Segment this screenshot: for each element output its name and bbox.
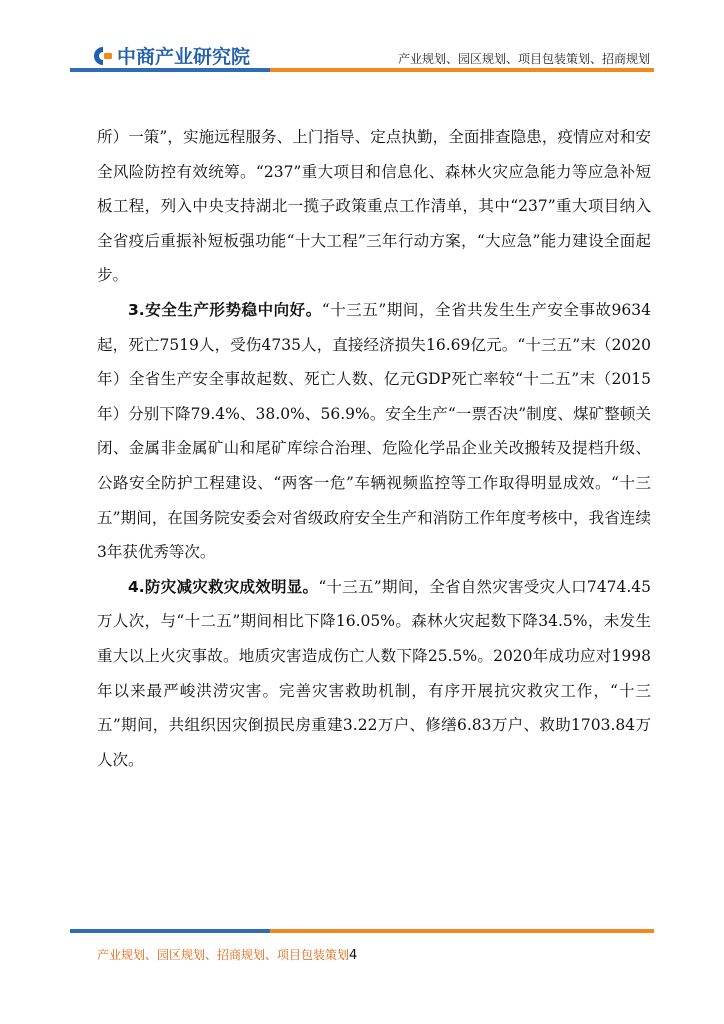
paragraph-text: “十三五”期间，全省自然灾害受灾人口7474.45万人次，与“十二五”期间相比下降16.05%。森林火灾起数下降34.5%，未发生重大以上火灾事故。地质灾害造成伤亡人数下降25.5%。2020年成功应对1998年以来最严峻洪涝灾害。完善灾害救助机制，有序开展抗灾救灾工作，“十三五”期间，共组织因灾倒损民房重建3.22万户、修缮6.83万户、救助1703.84万人次。 — [97, 577, 651, 769]
footer-divider — [70, 929, 654, 933]
brand-logo — [92, 42, 250, 69]
paragraph-text: “十三五”期间，全省共发生生产安全事故9634起，死亡7519人，受伤4735人，直接经济损失16.69亿元。“十三五”末（2020年）全省生产安全事故起数、死亡人数、亿元GDP死亡率较“十二五”末（2015年）分别下降79.4%、38.0%、56.9%。安全生产“一票否决”制度、煤矿整顿关闭、金属非金属矿山和尾矿库综合治理、危险化学品企业关改搬转及提档升级、公路安全防护工程建设、“两客一危”车辆视频监控等工作取得明显成效。“十三五”期间，在国务院安委会对省级政府安全生产和消防工作年度考核中，我省连续3年获优秀等次。 — [97, 300, 651, 562]
logo-icon — [92, 45, 114, 67]
document-body — [97, 120, 651, 777]
header-divider — [70, 68, 654, 72]
logo-text: 中商产业研究院 — [117, 46, 251, 68]
paragraph-disaster-reduction — [97, 570, 651, 778]
paragraph-production-safety — [97, 293, 651, 570]
page-number: 4 — [349, 948, 358, 963]
page-footer — [97, 946, 357, 963]
section-heading: 4.防灾减灾救灾成效明显。 — [128, 577, 319, 596]
header-tagline: 产业规划、园区规划、项目包装策划、招商规划 — [397, 52, 650, 66]
footer-text: 产业规划、园区规划、招商规划、项目包装策划 — [97, 948, 350, 962]
page-header — [0, 0, 724, 80]
section-heading: 3.安全生产形势稳中向好。 — [128, 300, 322, 319]
paragraph-emergency-capacity: 所）一策”，实施远程服务、上门指导、定点执勤，全面排查隐患，疫情应对和安全风险防控有效统筹。“237”重大项目和信息化、森林火灾应急能力等应急补短板工程，列入中央支持湖北一揽子政策重点工作清单，其中“237”重大项目纳入全省疫后重振补短板强功能“十大工程”三年行动方案，“大应急”能力建设全面起步。 — [97, 128, 651, 285]
